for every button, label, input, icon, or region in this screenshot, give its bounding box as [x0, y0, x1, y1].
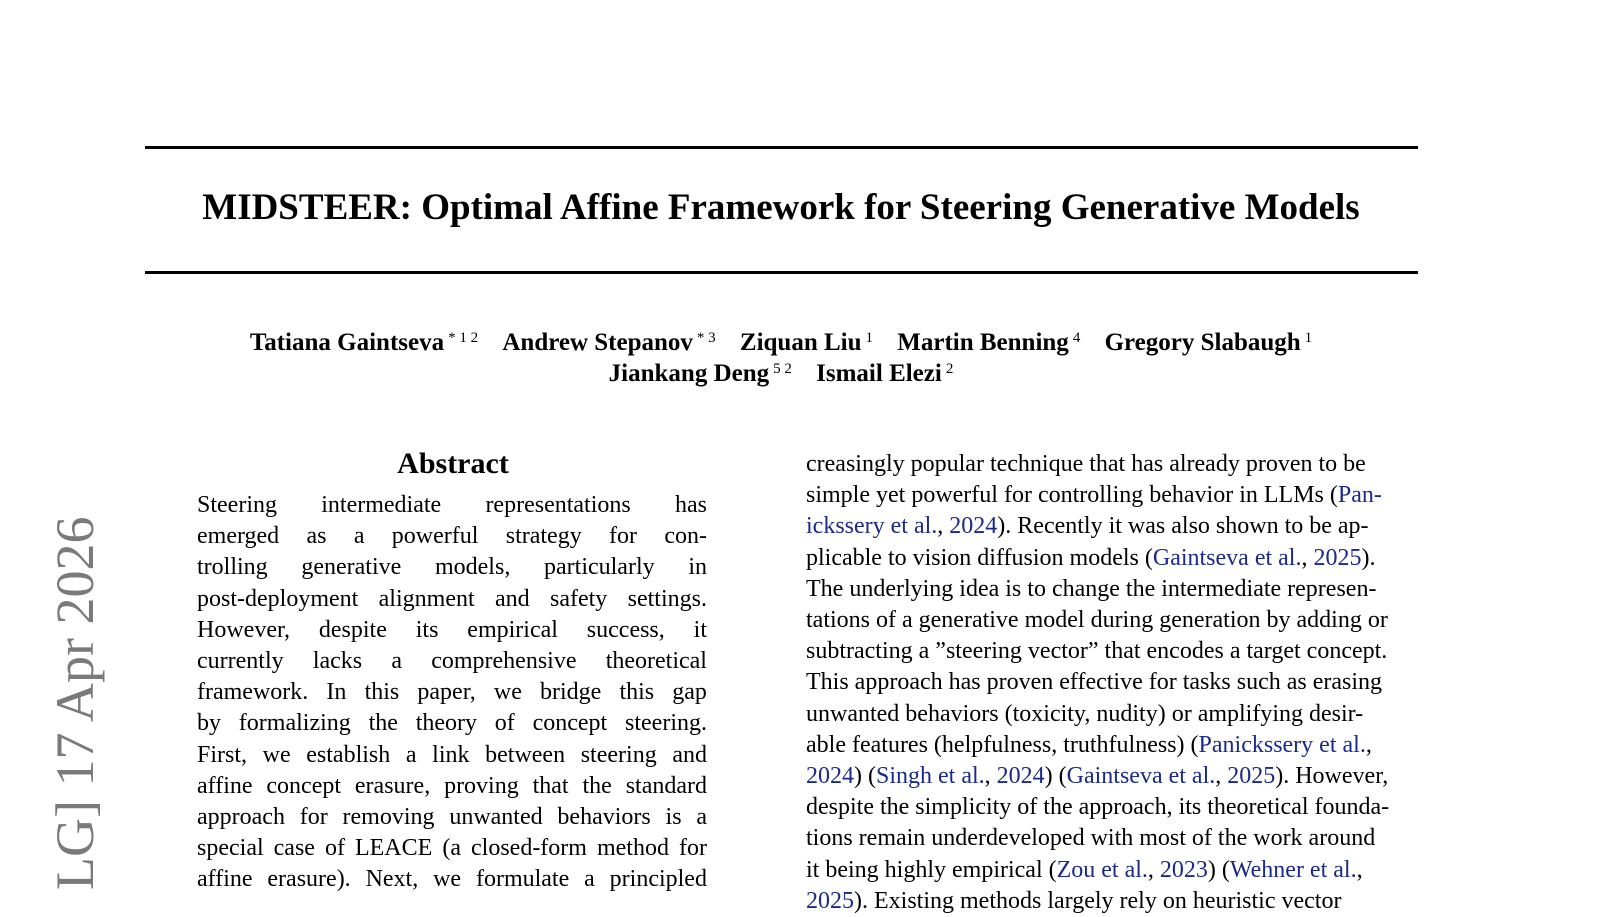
abstract-line — [197, 584, 707, 615]
abstract-line — [197, 646, 707, 677]
abstract-word: link — [432, 741, 470, 768]
paper-title: MIDSTEER: Optimal Affine Framework for Steering Generative Models — [202, 187, 1360, 228]
abstract-word: closed-form — [471, 835, 587, 862]
citation-link[interactable]: Wehner et al. — [1229, 856, 1357, 883]
author: Ziquan Liu $^1$ — [739, 329, 874, 356]
citation-link[interactable]: Pan- — [1337, 482, 1382, 509]
abstract-word: this — [619, 679, 655, 706]
author: Tatiana Gaintseva $^{* 1 2}$ — [249, 329, 479, 356]
abstract-word: affine — [197, 866, 253, 893]
abstract-word: concept — [266, 772, 342, 799]
abstract-word: as — [306, 523, 327, 550]
intro-line — [806, 511, 1424, 542]
abstract-word: for — [299, 804, 328, 831]
intro-text: tations of a generative model during generation by adding or — [806, 607, 1388, 634]
intro-text: , — [1301, 544, 1314, 571]
intro-text: ) ( — [1044, 763, 1067, 790]
abstract-word: its — [415, 616, 439, 643]
abstract-line — [197, 521, 707, 552]
arxiv-stamp: LG] 17 Apr 2026 — [45, 516, 105, 890]
abstract-word: erasure). — [267, 866, 351, 893]
citation-link[interactable]: 2024 — [806, 763, 854, 790]
abstract-word: currently — [197, 648, 284, 675]
intro-text: simple yet powerful for controlling behavior in LLMs ( — [806, 482, 1338, 509]
author: Jiankang Deng $^{5 2}$ — [608, 360, 792, 387]
abstract-word: a — [353, 523, 365, 550]
author-row-2 — [0, 358, 1562, 389]
intro-text: creasingly popular technique that has already proven to be — [806, 451, 1366, 477]
abstract-word: has — [674, 492, 707, 518]
author: Martin Benning $^4$ — [897, 329, 1081, 356]
citation-link[interactable]: 2025 — [806, 887, 854, 914]
abstract-word: formulate — [475, 866, 570, 893]
abstract-word: in — [688, 554, 707, 581]
abstract-word: LEACE — [354, 835, 433, 862]
author-affiliation: 2 — [945, 361, 954, 377]
abstract-word: First, — [197, 741, 248, 768]
abstract-word: proving — [444, 772, 519, 799]
abstract-word: we — [262, 741, 291, 768]
abstract-word: generative — [301, 554, 402, 581]
abstract-word: models, — [434, 554, 511, 581]
abstract-line — [197, 677, 707, 708]
abstract-word: approach — [197, 804, 285, 831]
citation-link[interactable]: Singh et al. — [875, 763, 985, 790]
abstract-word: for — [679, 835, 707, 862]
abstract-word: steering — [580, 741, 657, 768]
citation-link[interactable]: Panickssery et al. — [1198, 731, 1366, 758]
abstract-word: formalizing — [238, 710, 351, 737]
abstract-word: the — [368, 710, 398, 737]
intro-line — [806, 543, 1424, 574]
abstract-word: principled — [609, 866, 707, 893]
abstract-word: lacks — [312, 648, 363, 675]
citation-link[interactable]: Zou et al. — [1056, 856, 1148, 883]
abstract-word: between — [485, 741, 566, 768]
intro-text: ). Recently it was also shown to be ap- — [997, 513, 1369, 540]
abstract-word: steering. — [625, 710, 707, 737]
intro-text: , — [1365, 731, 1372, 758]
abstract-line — [197, 740, 707, 771]
abstract-word: representations — [485, 492, 631, 518]
intro-text: ). — [1361, 544, 1376, 571]
abstract-word: behaviors — [557, 804, 651, 831]
abstract-word: and — [672, 741, 707, 768]
intro-text: , — [984, 763, 997, 790]
abstract-word: this — [364, 679, 400, 706]
abstract-word: alignment — [378, 585, 475, 612]
abstract-word: Next, — [365, 866, 419, 893]
intro-text: , — [1356, 856, 1363, 883]
abstract-word: framework. — [197, 679, 309, 706]
abstract-word: a — [584, 866, 595, 893]
citation-link[interactable]: Gaintseva et al. — [1152, 544, 1302, 571]
abstract-word: (a — [442, 835, 461, 862]
intro-line — [806, 667, 1424, 698]
intro-line — [806, 761, 1424, 792]
abstract-word: bridge — [540, 679, 602, 706]
abstract-word: success, — [586, 616, 665, 643]
intro-text: ) ( — [854, 763, 876, 790]
intro-text: tions remain underdeveloped with most of the work around — [806, 825, 1376, 852]
author-affiliation: 1 — [1304, 330, 1313, 346]
citation-link[interactable]: ickssery et al. — [806, 513, 938, 540]
abstract-word: strategy — [505, 523, 582, 550]
intro-text: ). However, — [1275, 763, 1389, 790]
citation-link[interactable]: 2024 — [996, 763, 1045, 790]
abstract-word: Steering — [197, 492, 277, 518]
intro-line — [806, 792, 1424, 823]
abstract-line — [197, 490, 707, 521]
abstract-word: safety — [549, 585, 608, 612]
title-rule-bottom — [145, 271, 1418, 274]
author-affiliation: 5 2 — [773, 361, 792, 377]
abstract-word: of — [494, 710, 515, 737]
abstract-word: removing — [342, 804, 435, 831]
abstract-word: for — [609, 523, 638, 550]
abstract-word: settings. — [627, 585, 707, 612]
intro-line — [806, 480, 1424, 511]
intro-line — [806, 574, 1424, 605]
abstract-line — [197, 552, 707, 583]
abstract-word: a — [391, 648, 402, 675]
abstract-word: particularly — [544, 554, 655, 581]
intro-text: This approach has proven effective for tasks such as erasing — [806, 669, 1383, 696]
abstract-word: affine — [197, 772, 253, 799]
abstract-word: and — [494, 585, 530, 612]
intro-text: ). Existing methods largely rely on heuristic vector — [854, 887, 1342, 914]
abstract-word: comprehensive — [431, 648, 577, 675]
abstract-line — [197, 615, 707, 646]
abstract-word: unwanted — [449, 804, 543, 831]
author-affiliation: 4 — [1072, 330, 1081, 346]
title-rule-top — [145, 146, 1418, 149]
abstract-word: special — [197, 835, 264, 862]
intro-line — [806, 855, 1424, 886]
abstract-word: the — [582, 772, 612, 799]
intro-text: ) ( — [1207, 856, 1230, 883]
intro-line — [806, 886, 1424, 917]
intro-line — [806, 823, 1424, 854]
abstract-heading: Abstract — [397, 447, 509, 480]
abstract-word: by — [197, 710, 221, 737]
intro-text: , — [1215, 763, 1228, 790]
intro-text: unwanted behaviors (toxicity, nudity) or amplifying desir- — [806, 700, 1364, 727]
citation-link[interactable]: Gaintseva et al. — [1066, 763, 1216, 790]
abstract-line — [197, 708, 707, 739]
intro-line — [806, 730, 1424, 761]
abstract-word: erasure, — [354, 772, 431, 799]
intro-text: it being highly empirical ( — [806, 856, 1057, 883]
intro-line — [806, 605, 1424, 636]
abstract-word: of — [324, 835, 345, 862]
citation-link[interactable]: 2025 — [1313, 544, 1362, 571]
abstract-word: emerged — [197, 523, 280, 550]
abstract-word: a — [696, 804, 707, 831]
citation-link[interactable]: 2025 — [1227, 763, 1276, 790]
abstract-word: trolling — [197, 554, 268, 581]
intro-line — [806, 636, 1424, 667]
abstract-word: intermediate — [321, 492, 442, 518]
intro-line — [806, 449, 1424, 480]
abstract-word: theory — [415, 710, 477, 737]
author-row-1 — [0, 327, 1562, 358]
abstract-word: case — [273, 835, 315, 862]
abstract-word: In — [326, 679, 347, 706]
abstract-word: con- — [664, 523, 707, 550]
abstract-line — [197, 771, 707, 802]
author: Andrew Stepanov $^{* 3}$ — [502, 329, 716, 356]
author-affiliation: * 1 2 — [448, 330, 479, 346]
intro-text: able features (helpfulness, truthfulness) ( — [806, 731, 1199, 758]
abstract-word: standard — [625, 772, 707, 799]
abstract-word: that — [532, 772, 569, 799]
abstract-line — [197, 833, 707, 864]
abstract-word: establish — [306, 741, 391, 768]
intro-text: , — [1147, 856, 1160, 883]
author-list — [0, 327, 1562, 389]
author-affiliation: 1 — [865, 330, 874, 346]
intro-text: plicable to vision diffusion models ( — [806, 544, 1153, 571]
intro-text: subtracting a ”steering vector” that encodes a target concept. — [806, 638, 1388, 665]
intro-text: The underlying idea is to change the intermediate represen- — [806, 575, 1377, 602]
intro-line — [806, 699, 1424, 730]
abstract-word: empirical — [467, 616, 558, 643]
abstract-word: a — [405, 741, 417, 768]
abstract-word: However, — [197, 616, 290, 643]
abstract-word: it — [693, 616, 707, 643]
citation-link[interactable]: 2024 — [949, 513, 998, 540]
abstract-line — [197, 802, 707, 833]
author-affiliation: * 3 — [696, 330, 716, 346]
abstract-word: theoretical — [605, 648, 707, 675]
abstract-word: paper, — [417, 679, 476, 706]
abstract-word: gap — [672, 679, 707, 706]
abstract-body — [197, 490, 707, 896]
abstract-word: concept — [532, 710, 608, 737]
abstract-word: we — [493, 679, 522, 706]
abstract-word: post-deployment — [197, 585, 359, 612]
abstract-word: despite — [318, 616, 387, 643]
abstract-word: is — [665, 804, 682, 831]
author: Ismail Elezi $^2$ — [816, 360, 954, 387]
intro-text: despite the simplicity of the approach, its theoretical founda- — [806, 794, 1390, 821]
intro-text: , — [937, 513, 950, 540]
citation-link[interactable]: 2023 — [1159, 856, 1208, 883]
abstract-line — [197, 864, 707, 895]
abstract-word: method — [596, 835, 669, 862]
introduction-body — [806, 449, 1424, 917]
abstract-word: powerful — [391, 523, 479, 550]
abstract-word: we — [433, 866, 462, 893]
author: Gregory Slabaugh $^1$ — [1104, 329, 1313, 356]
